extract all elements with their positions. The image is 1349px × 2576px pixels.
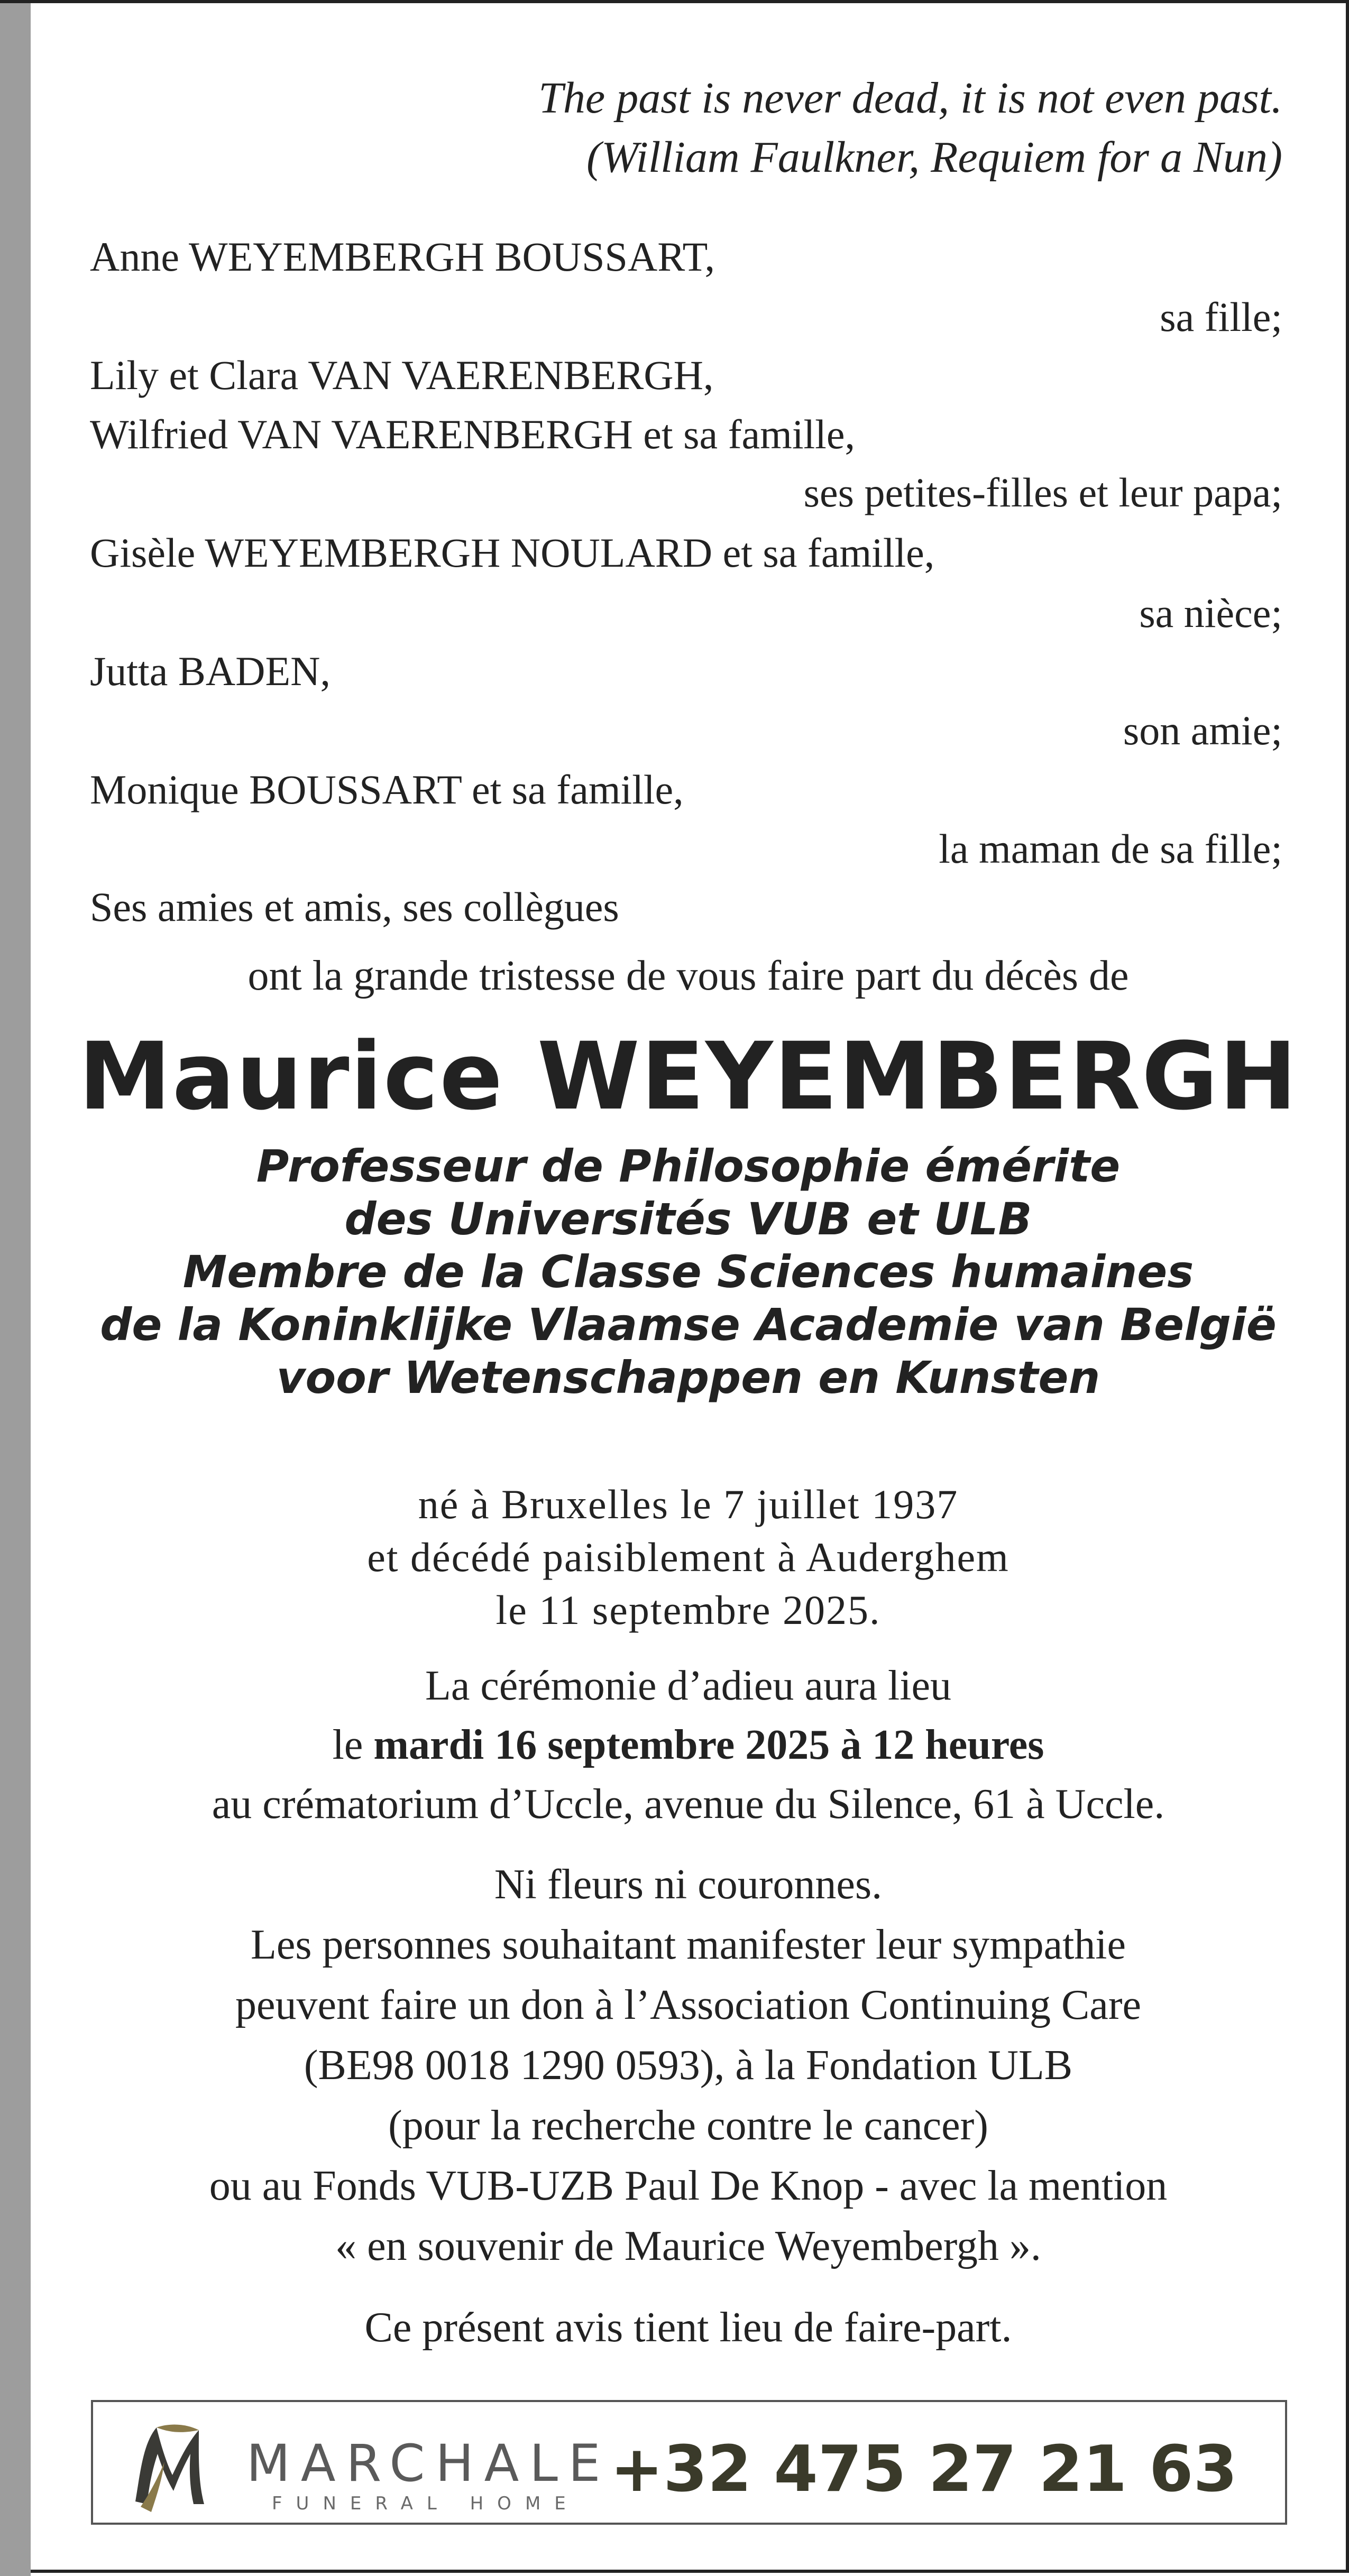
- family-name: Lily et Clara VAN VAERENBERGH,: [90, 352, 714, 398]
- family-relation: sa nièce;: [1139, 590, 1282, 636]
- donation-line: « en souvenir de Maurice Weyembergh ».: [335, 2223, 1041, 2269]
- family-relation: la maman de sa fille;: [939, 826, 1282, 872]
- ceremony-line-2: [31, 1715, 1346, 1775]
- donation-line: ou au Fonds VUB-UZB Paul De Knop - avec la mention: [209, 2163, 1168, 2209]
- ceremony-location: au crématorium d’Uccle, avenue du Silence, 61 à Uccle.: [212, 1781, 1165, 1827]
- family-relation: son amie;: [1123, 707, 1282, 753]
- death-date-line: le 11 septembre 2025.: [495, 1587, 881, 1633]
- brand-name: MARCHALE: [246, 2434, 611, 2493]
- deceased-title-line: des Universités VUB et ULB: [344, 1193, 1032, 1245]
- birth-line: né à Bruxelles le 7 juillet 1937: [418, 1481, 959, 1527]
- quote-line-2: (William Faulkner, Requiem for a Nun): [586, 133, 1282, 182]
- family-name: Anne WEYEMBERGH BOUSSART,: [90, 234, 715, 280]
- donation-line: peuvent faire un don à l’Association Continuing Care: [235, 1982, 1141, 2028]
- family-name: Gisèle WEYEMBERGH NOULARD et sa famille,: [90, 530, 935, 576]
- deceased-title-line: Membre de la Classe Sciences humaines: [182, 1246, 1194, 1298]
- family-name: Wilfried VAN VAERENBERGH et sa famille,: [90, 411, 855, 457]
- family-name: Jutta BADEN,: [90, 648, 331, 694]
- deceased-title-line: de la Koninklijke Vlaamse Academie van België: [100, 1299, 1277, 1351]
- family-name: Ses amies et amis, ses collègues: [90, 884, 619, 930]
- donation-line: (pour la recherche contre le cancer): [388, 2102, 988, 2149]
- announcement-intro: ont la grande tristesse de vous faire part du décès de: [247, 953, 1129, 999]
- family-relation: sa fille;: [1160, 294, 1282, 340]
- death-line: et décédé paisiblement à Auderghem: [367, 1534, 1010, 1580]
- funeral-home-footer: [91, 2400, 1287, 2525]
- donation-line: Ni fleurs ni couronnes.: [494, 1861, 883, 1908]
- quote-line-1: The past is never dead, it is not even past.: [538, 73, 1282, 123]
- family-name: Monique BOUSSART et sa famille,: [90, 767, 684, 812]
- brand-subtitle: FUNERAL HOME: [272, 2493, 580, 2514]
- deceased-title-line: voor Wetenschappen en Kunsten: [276, 1352, 1100, 1404]
- phone-number[interactable]: +32 475 27 21 63: [610, 2433, 1237, 2506]
- donation-line: Les personnes souhaitant manifester leur sympathie: [250, 1922, 1126, 1968]
- ceremony-datetime: mardi 16 septembre 2025 à 12 heures: [373, 1722, 1044, 1768]
- side-bar: [0, 3, 31, 2576]
- ceremony-line-1: La cérémonie d’adieu aura lieu: [425, 1663, 951, 1709]
- marchale-m-logo-icon: [120, 2412, 225, 2517]
- family-relation: ses petites-filles et leur papa;: [803, 469, 1282, 515]
- deceased-name: Maurice WEYEMBERGH: [78, 1022, 1298, 1131]
- ceremony-prefix: le: [332, 1722, 374, 1768]
- closing-note: Ce présent avis tient lieu de faire-part.: [364, 2304, 1012, 2351]
- donation-line: (BE98 0018 1290 0593), à la Fondation ULB: [304, 2042, 1073, 2089]
- deceased-title-line: Professeur de Philosophie émérite: [256, 1140, 1121, 1192]
